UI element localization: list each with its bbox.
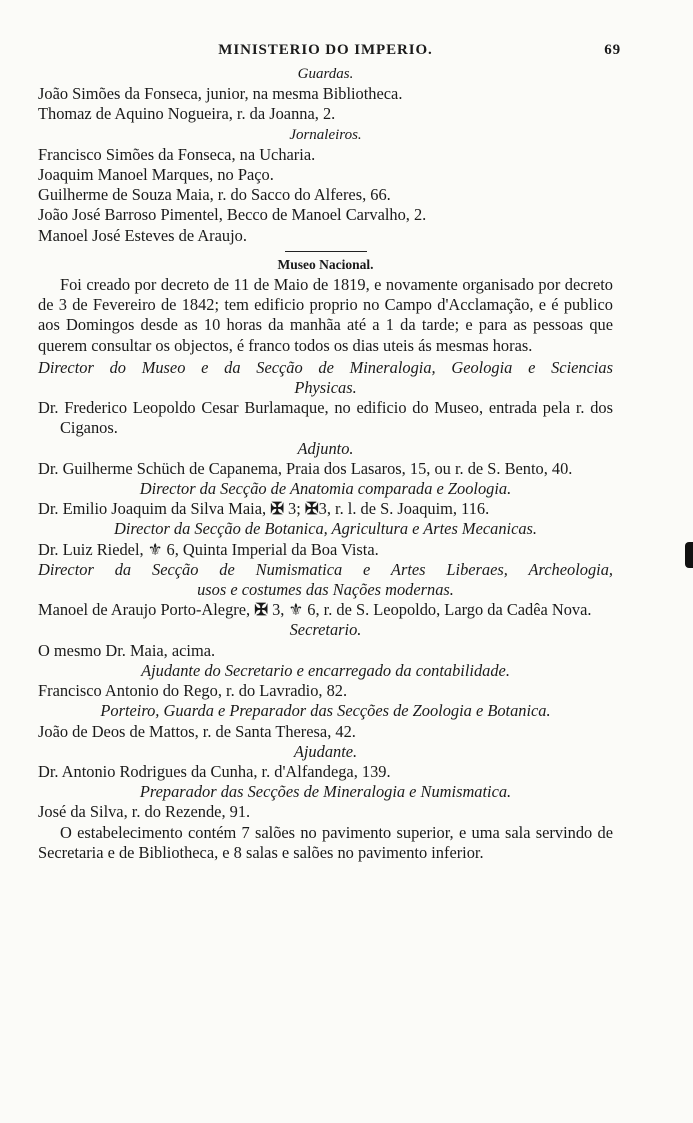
text-line: Dr. Antonio Rodrigues da Cunha, r. d'Alfandega, 139. xyxy=(38,761,391,781)
text-entry xyxy=(38,540,613,560)
entry-text: 6, r. de S. Leopoldo, Largo da Cadêa Nova. xyxy=(307,600,592,620)
cross-icon: ✠ xyxy=(270,499,284,519)
text-line: Joaquim Manoel Marques, no Paço. xyxy=(38,165,274,185)
heading-usos: usos e costumes das Nações modernas. xyxy=(197,580,454,600)
text-line: Francisco Antonio do Rego, r. do Lavradio, 82. xyxy=(38,681,348,701)
section-rule xyxy=(285,251,367,252)
heading-ajudante: Ajudante. xyxy=(293,741,358,761)
paragraph-museo: Foi creado por decreto de 11 de Maio de 1819, e novamente organisado por decreto de 3 de Fevereiro de 1842; tem edificio proprio no Campo d'Acclamação, e é publico aos Domingos desde as 10 horas da manhãa até a 1 da tarde; e para as pessoas que querem consultar os objectos, é franco todos os dias uteis ás mesmas horas. xyxy=(38,275,613,355)
cross-icon: ✠ xyxy=(304,499,319,519)
heading-jornaleiros: Jornaleiros. xyxy=(289,126,362,143)
heading-guardas: Guardas. xyxy=(297,66,354,82)
text-line: João Simões da Fonseca, junior, na mesma Bibliotheca. xyxy=(38,84,403,104)
entry-text: 3; xyxy=(288,499,301,519)
entry-name: Dr. Luiz Riedel, xyxy=(38,539,144,559)
text-entry: Dr. Guilherme Schüch de Capanema, Praia dos Lasaros, 15, ou r. de S. Bento, 40. xyxy=(38,458,573,478)
heading-porteiro: Porteiro, Guarda e Preparador das Secções de Zoologia e Botanica. xyxy=(100,701,551,721)
entry-name: Manoel de Araujo Porto-Alegre, xyxy=(38,600,251,620)
heading-adjunto: Adjunto. xyxy=(297,438,354,458)
rose-icon: ⚜ xyxy=(288,600,304,620)
section-title: Museo Nacional. xyxy=(277,256,374,272)
text-line: O mesmo Dr. Maia, acima. xyxy=(38,640,216,660)
paragraph-estabelecimento: O estabelecimento contém 7 salões no pavimento superior, e uma sala servindo de Secretaria e de Bibliotheca, e 8 salas e salões no pavimento inferior. xyxy=(38,822,613,862)
text-line: João de Deos de Mattos, r. de Santa Theresa, 42. xyxy=(38,721,356,741)
page-number: 69 xyxy=(604,42,621,58)
heading-secretario: Secretario. xyxy=(289,620,362,640)
text-line: Manoel José Esteves de Araujo. xyxy=(38,225,247,245)
cross-icon: ✠ xyxy=(254,600,268,620)
page-edge-mark xyxy=(685,542,693,568)
document-page xyxy=(38,40,621,863)
text-entry xyxy=(38,499,613,519)
heading-director-botanica: Director da Secção de Botanica, Agricultura e Artes Mecanicas. xyxy=(113,519,538,539)
text-entry: Dr. Frederico Leopoldo Cesar Burlamaque, no edificio do Museo, entrada pela r. dos Ciganos. xyxy=(38,398,613,438)
running-title: MINISTERIO DO IMPERIO. xyxy=(218,42,433,58)
rose-icon: ⚜ xyxy=(147,539,163,559)
entry-name: Dr. Emilio Joaquim da Silva Maia, xyxy=(38,499,267,519)
heading-director-anatomia: Director da Secção de Anatomia comparada e Zoologia. xyxy=(139,479,512,499)
entry-text: 3, r. l. de S. Joaquim, 116. xyxy=(318,499,490,519)
heading-ajudante-secretario: Ajudante do Secretario e encarregado da contabilidade. xyxy=(141,660,510,680)
running-header xyxy=(38,40,621,64)
heading-director-numismatica: Director da Secção de Numismatica e Artes Liberaes, Archeologia, xyxy=(38,559,613,579)
text-line: Guilherme de Souza Maia, r. do Sacco do Alferes, 66. xyxy=(38,185,391,205)
heading-director-mineralogia: Director do Museo e da Secção de Mineralogia, Geologia e Sciencias xyxy=(38,357,613,377)
text-line: João José Barroso Pimentel, Becco de Manoel Carvalho, 2. xyxy=(38,205,427,225)
text-entry xyxy=(38,600,613,620)
entry-text: 6, Quinta Imperial da Boa Vista. xyxy=(166,539,379,559)
heading-preparador: Preparador das Secções de Mineralogia e Numismatica. xyxy=(139,782,512,802)
text-line: Francisco Simões da Fonseca, na Ucharia. xyxy=(38,144,316,164)
text-line: Thomaz de Aquino Nogueira, r. da Joanna, 2. xyxy=(38,104,336,124)
entry-text: 3, xyxy=(272,600,285,620)
heading-physicas: Physicas. xyxy=(294,378,357,398)
text-line: José da Silva, r. do Rezende, 91. xyxy=(38,802,251,822)
